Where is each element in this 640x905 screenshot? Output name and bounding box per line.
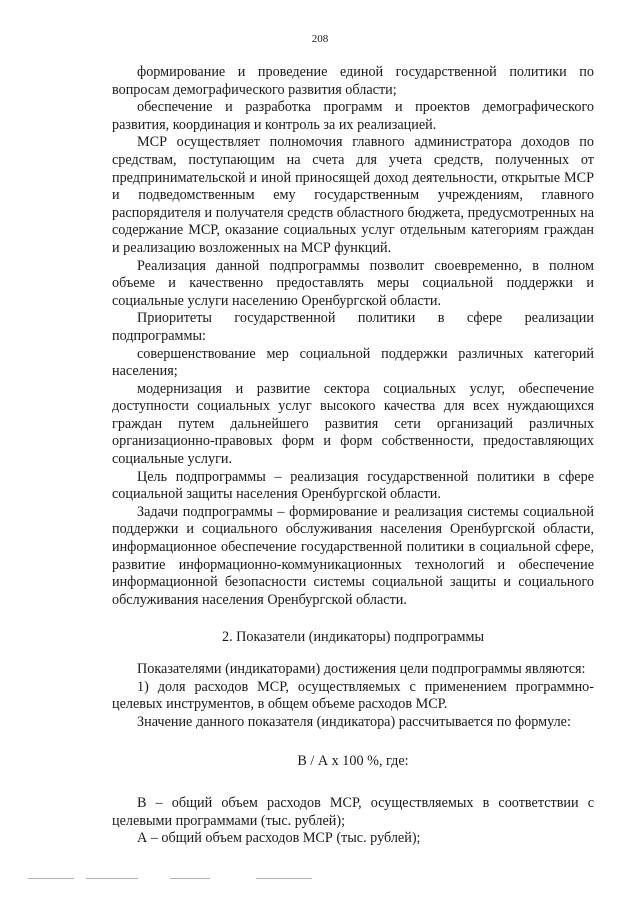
paragraph: формирование и проведение единой государственной политики по вопросам демографического развития области; bbox=[112, 64, 594, 98]
paragraph: Цель подпрограммы – реализация государственной политики в сфере социальной защиты населения Оренбургской области. bbox=[112, 468, 594, 503]
paragraph: Показателями (индикаторами) достижения цели подпрограммы являются: bbox=[137, 661, 586, 677]
scan-line bbox=[86, 878, 138, 879]
paragraph: совершенствование мер социальной поддержки различных категорий населения; bbox=[112, 345, 594, 380]
paragraph: обеспечение и разработка программ и проектов демографического развития, координация и контроль за их реализацией. bbox=[112, 99, 594, 133]
paragraph: Приоритеты государственной политики в сфере реализации подпрограммы: bbox=[112, 310, 594, 344]
formula: В / А х 100 %, где: bbox=[297, 753, 409, 770]
scan-line bbox=[256, 878, 312, 879]
scan-line bbox=[170, 878, 210, 879]
paragraph: модернизация и развитие сектора социальных услуг, обеспечение доступности социальных услуг высокого качества для всех нуждающихся граждан путем дальнейшего развития сети организаций различных организационно-правовых форм и форм собственности, предоставляющих социальные услуги. bbox=[112, 380, 594, 468]
scan-artifact-lines bbox=[0, 878, 640, 884]
scan-line bbox=[28, 878, 74, 879]
paragraph: Реализация данной подпрограммы позволит своевременно, в полном объеме и качественно предоставлять меры социальной поддержки и социальные услуги населению Оренбургской области. bbox=[112, 257, 594, 309]
page-number: 208 bbox=[311, 33, 329, 45]
section-heading: 2. Показатели (индикаторы) подпрограммы bbox=[221, 629, 485, 646]
paragraph: МСР осуществляет полномочия главного администратора доходов по средствам, поступающим на счета для учета средств, полученных от предпринимательской и иной приносящей доход деятельности, открытые МСР и подведомственным ему государственным учреждениям, главного распорядителя и получателя средств областного бюджета, предусмотренных на содержание МСР, оказание социальных услуг отдельным категориям граждан и реализацию возложенных на МСР функций. bbox=[112, 134, 594, 256]
paragraph: Значение данного показателя (индикатора) рассчитывается по формуле: bbox=[137, 713, 571, 730]
definition: А – общий объем расходов МСР (тыс. рублей); bbox=[137, 830, 421, 847]
document-body bbox=[112, 64, 594, 848]
paragraph: Задачи подпрограммы – формирование и реализация системы социальной поддержки и социального обслуживания населения Оренбургской области, информационное обеспечение государственной политики в социальной сфере, развитие информационно-коммуникационных технологий и обеспечение информационной безопасности системы социальной защиты и социального обслуживания населения Оренбургской области. bbox=[112, 503, 594, 608]
definition: В – общий объем расходов МСР, осуществляемых в соответствии с целевыми программами (тыс. рублей); bbox=[112, 794, 594, 829]
paragraph: 1) доля расходов МСР, осуществляемых с применением программно-целевых инструментов, в общем объеме расходов МСР. bbox=[112, 678, 594, 713]
